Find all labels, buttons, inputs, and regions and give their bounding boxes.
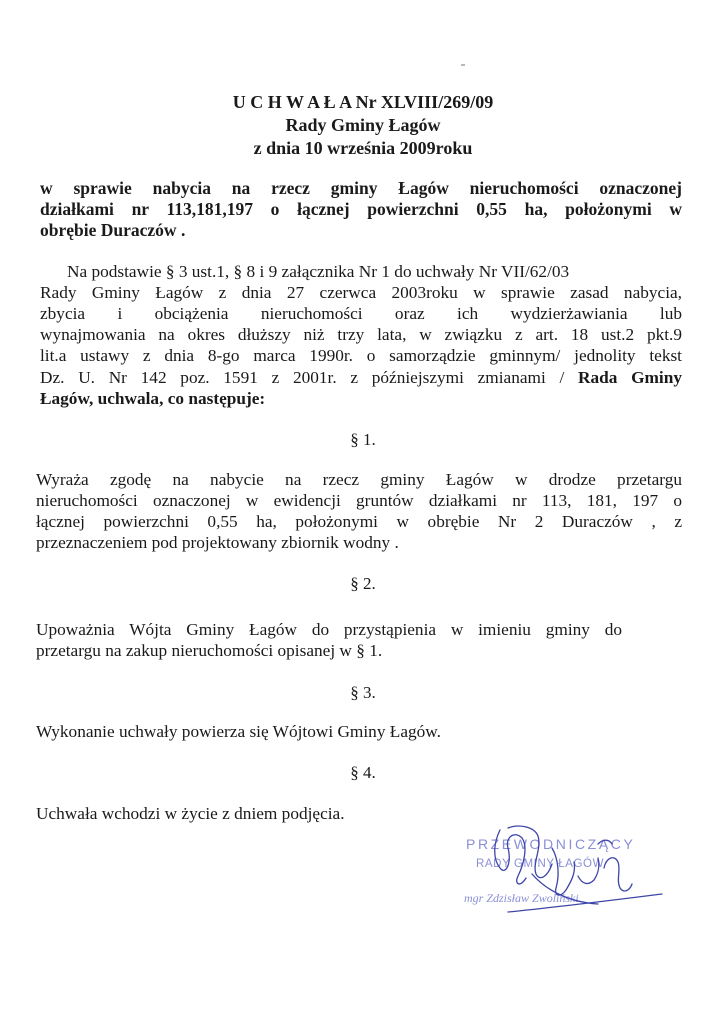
subject-line: obrębie Duraczów . (40, 220, 186, 240)
preamble-line-mixed (40, 367, 682, 388)
scan-speck (461, 64, 465, 66)
stamp-name: mgr Zdzisław Zwoliński (464, 891, 579, 905)
section-line: przeznaczeniem pod projektowany zbiornik wodny . (36, 533, 399, 552)
section-line: łącznej powierzchni 0,55 ha, położonymi w obrębie Nr 2 Duraczów , z (36, 512, 682, 531)
preamble-line: Dz. U. Nr 142 poz. 1591 z 2001r. z późniejszymi zmianami / (40, 368, 565, 387)
preamble-line: zbycia i obciążenia nieruchomości oraz ich wydzierżawiania lub (40, 304, 682, 323)
subject-line: działkami nr 113,181,197 o łącznej powierzchni 0,55 ha, położonymi w (40, 199, 682, 219)
preamble-bold-tail: Rada Gminy (578, 368, 682, 387)
resolution-issuer: Rady Gminy Łagów (285, 115, 441, 135)
preamble-line: Na podstawie § 3 ust.1, § 8 i 9 załącznika Nr 1 do uchwały Nr VII/62/03 (67, 262, 570, 281)
stamp-org: RADY GMINY ŁAGÓW (476, 858, 605, 870)
preamble-bold-last: Łagów, uchwala, co następuje: (40, 389, 266, 408)
preamble-line: lit.a ustawy z dnia 8-go marca 1990r. o samorządzie gminnym/ jednolity tekst (40, 346, 682, 365)
signature-stamp (448, 818, 668, 918)
resolution-date: z dnia 10 września 2009roku (253, 138, 473, 158)
resolution-title: U C H W A Ł A Nr XLVIII/269/09 (232, 92, 494, 112)
subject-line: w sprawie nabycia na rzecz gminy Łagów nieruchomości oznaczonej (40, 178, 682, 198)
preamble-line: wynajmowania na okres dłuższy niż trzy lata, w związku z art. 18 ust.2 pkt.9 (40, 325, 682, 344)
section-line: nieruchomości oznaczonej w ewidencji gruntów działkami nr 113, 181, 197 o (36, 491, 682, 510)
section-mark: § 4. (350, 763, 376, 782)
section-line: Wykonanie uchwały powierza się Wójtowi Gminy Łagów. (36, 722, 441, 741)
section-mark: § 1. (350, 430, 376, 449)
section-mark: § 3. (350, 683, 376, 702)
section-line: Uchwała wchodzi w życie z dniem podjęcia. (36, 804, 345, 823)
section-line: przetargu na zakup nieruchomości opisanej w § 1. (36, 641, 383, 660)
preamble-line: Rady Gminy Łagów z dnia 27 czerwca 2003roku w sprawie zasad nabycia, (40, 283, 682, 302)
section-line: Upoważnia Wójta Gminy Łagów do przystąpienia w imieniu gminy do (36, 620, 622, 639)
stamp-title: PRZEWODNICZĄCY (466, 836, 636, 852)
section-mark: § 2. (350, 574, 376, 593)
section-line: Wyraża zgodę na nabycie na rzecz gminy Łagów w drodze przetargu (36, 470, 682, 489)
handwritten-signature (448, 818, 668, 918)
